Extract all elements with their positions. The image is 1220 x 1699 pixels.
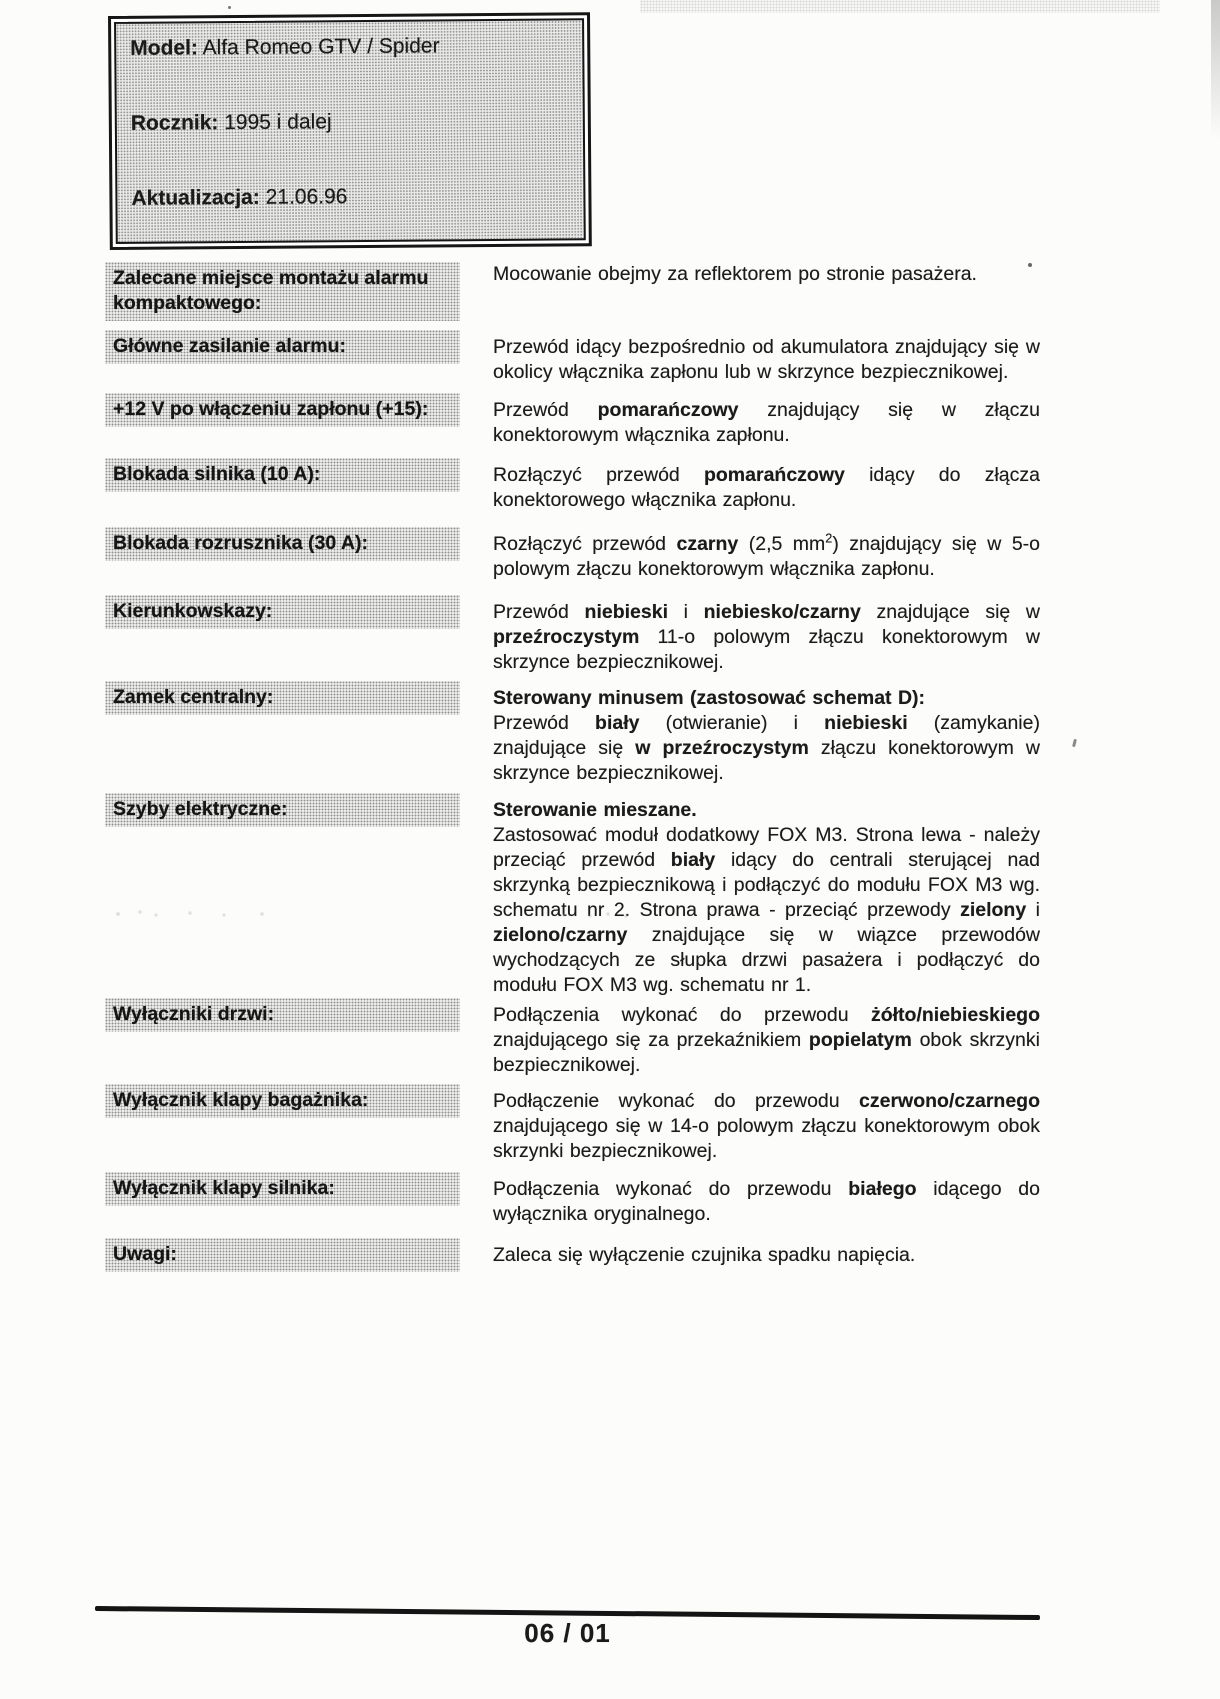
emphasis-text: biały [670,849,716,871]
spec-row-label [105,998,460,1032]
model-label: Model: [130,36,198,60]
body-text: Rozłączyć przewód [493,533,677,555]
spec-row-label-text: Kierunkowskazy: [113,600,273,622]
scan-edge-shadow [1211,0,1220,140]
spec-row [105,595,1040,675]
spec-paragraph [493,335,1040,385]
page-footer [95,1606,1040,1649]
emphasis-text: Sterowanie mieszane. [493,799,697,821]
spec-paragraph [493,262,1040,287]
body-text: (zamykanie) znajdujące się [493,712,1040,759]
spec-row-label [105,262,460,321]
body-text: i [1026,899,1041,921]
spec-row-label [105,595,460,629]
spec-paragraph [493,1003,1040,1078]
body-text: Zaleca się wyłączenie czujnika spadku napięcia. [493,1244,916,1266]
emphasis-text: biały [595,712,640,734]
spec-row [105,1084,1040,1164]
spec-paragraph [493,532,1040,582]
spec-row-text [493,393,1040,448]
spec-row-label [105,527,460,561]
page-number: 06 / 01 [524,1618,611,1648]
spec-paragraph [493,686,1040,711]
spec-paragraph [493,823,1040,998]
emphasis-text: przeźroczystym [493,626,640,648]
spec-row-label-text: Wyłącznik klapy bagażnika: [113,1089,369,1111]
body-text: ) znajdujący się w 5-o polowym złączu konektorowym włącznika zapłonu. [493,533,1040,580]
emphasis-text: niebieski [824,712,908,734]
spec-row [105,793,1040,998]
emphasis-text: pomarańczowy [597,399,739,421]
emphasis-text: popielatym [808,1029,912,1051]
spec-row-label-text: Główne zasilanie alarmu: [113,335,346,357]
emphasis-text: niebiesko/czarny [703,601,861,623]
spec-row [105,1238,1040,1272]
body-text: idący do centrali sterującej nad skrzynką bezpiecznikową i podłączyć do modułu FOX M3 wg. schematu nr 2. Strona prawa - przeciąć przewody [493,849,1040,921]
emphasis-text: niebieski [584,601,668,623]
spec-paragraph [493,1243,1040,1268]
vehicle-info-box [108,12,592,250]
vehicle-info-box-inner [114,18,586,244]
body-text: 2 [825,531,833,546]
spec-row-label-text: Uwagi: [113,1243,177,1265]
body-text: i [668,601,704,623]
body-text: znajdujący się w złączu konektorowym włącznika zapłonu. [493,399,1040,446]
scan-speck [228,6,231,9]
spec-row [105,330,1040,385]
body-text: Podłączenie wykonać do przewodu [493,1090,860,1112]
emphasis-text: Sterowany minusem (zastosować schemat D): [493,687,926,709]
body-text: obok skrzynki bezpiecznikowej. [493,1029,1040,1076]
scan-shade-strip [640,0,1160,13]
update-label: Aktualizacja: [131,185,260,210]
spec-paragraph [493,600,1040,675]
body-text: (otwieranie) i [639,712,825,734]
year-field [131,107,569,136]
emphasis-text: czarny [676,533,739,555]
spec-paragraph [493,398,1040,448]
model-value: Alfa Romeo GTV / Spider [202,34,440,60]
body-text: (2,5 mm [738,533,826,555]
spec-row-text [493,1238,1040,1272]
body-text: Przewód idący bezpośrednio od akumulatora znajdujący się w okolicy włącznika zapłonu lub w skrzynce bezpiecznikowej. [493,336,1040,383]
spec-row-text [493,793,1040,998]
emphasis-text: czerwono/czarnego [859,1090,1040,1112]
emphasis-text: pomarańczowy [703,464,845,486]
spec-row-text [493,595,1040,675]
update-value: 21.06.96 [265,185,348,209]
emphasis-text: w przeźroczystym [635,737,809,759]
body-text: znajdujące się w wiązce przewodów wychodzących ze słupka drzwi pasażera i podłączyć do modułu FOX M3 wg. schematu nr 1. [493,924,1040,996]
spec-row [105,998,1040,1078]
spec-row [105,393,1040,448]
spec-row-label-text: Wyłącznik klapy silnika: [113,1177,335,1199]
spec-row-label [105,681,460,715]
body-text: złączu konektorowym w skrzynce bezpiecznikowej. [493,737,1040,784]
spec-row-text [493,681,1040,786]
emphasis-text: zielony [960,899,1027,921]
emphasis-text: żółto/niebieskiego [870,1004,1040,1026]
spec-row [105,1172,1040,1227]
body-text: Rozłączyć przewód [493,464,704,486]
spec-row-label-text: Wyłączniki drzwi: [113,1003,275,1025]
spec-row-text [493,998,1040,1078]
update-field [131,182,569,211]
body-text: 11-o polowym złączu konektorowym w skrzynce bezpiecznikowej. [493,626,1040,673]
body-text: Zastosować moduł dodatkowy FOX M3. Strona lewa - należy przeciąć przewód [493,824,1040,871]
spec-row [105,458,1040,513]
scan-speck [1072,739,1077,747]
body-text: Przewód [493,601,585,623]
year-label: Rocznik: [130,111,219,135]
spec-row-label [105,1172,460,1206]
emphasis-text: zielono/czarny [493,924,628,946]
model-field [130,32,568,61]
body-text: idącego do wyłącznika oryginalnego. [493,1178,1040,1225]
spec-row-text [493,527,1040,582]
body-text: idący do złącza konektorowego włącznika zapłonu. [493,464,1040,511]
spec-row-label-text: Blokada rozrusznika (30 A): [113,532,369,554]
body-text: Przewód [493,712,596,734]
body-text: znajdujące się w [860,601,1040,623]
spec-row-label-text: Zalecane miejsce montażu alarmu kompaktowego: [113,267,429,314]
spec-row-label [105,1238,460,1272]
year-value: 1995 i dalej [224,110,332,135]
body-text: Przewód [493,399,598,421]
spec-row-label [105,458,460,492]
body-text: Podłączenia wykonać do przewodu [493,1178,849,1200]
spec-paragraph [493,1089,1040,1164]
spec-row-label [105,330,460,364]
body-text: Mocowanie obejmy za reflektorem po stronie pasażera. [493,263,977,285]
spec-rows [105,262,1040,1272]
spec-row-text [493,1084,1040,1164]
spec-row-label [105,793,460,827]
spec-row [105,681,1040,786]
spec-row-text [493,458,1040,513]
spec-row-text [493,1172,1040,1227]
emphasis-text: białego [848,1178,917,1200]
spec-paragraph [493,1177,1040,1227]
spec-row-text [493,262,1040,321]
body-text: znajdującego się w 14-o polowym złączu konektorowym obok skrzynki bezpiecznikowej. [493,1115,1040,1162]
spec-row-label [105,1084,460,1118]
spec-row-label [105,393,460,427]
spec-row-label-text: +12 V po włączeniu zapłonu (+15): [113,398,429,420]
spec-paragraph [493,798,1040,823]
spec-paragraph [493,711,1040,786]
spec-row [105,527,1040,582]
spec-row-text [493,330,1040,385]
spec-row-label-text: Zamek centralny: [113,686,274,708]
spec-row-label-text: Blokada silnika (10 A): [113,463,321,485]
body-text: Podłączenia wykonać do przewodu [493,1004,871,1026]
spec-row [105,262,1040,321]
spec-paragraph [493,463,1040,513]
spec-row-label-text: Szyby elektryczne: [113,798,288,820]
body-text: znajdującego się za przekaźnikiem [493,1029,809,1051]
